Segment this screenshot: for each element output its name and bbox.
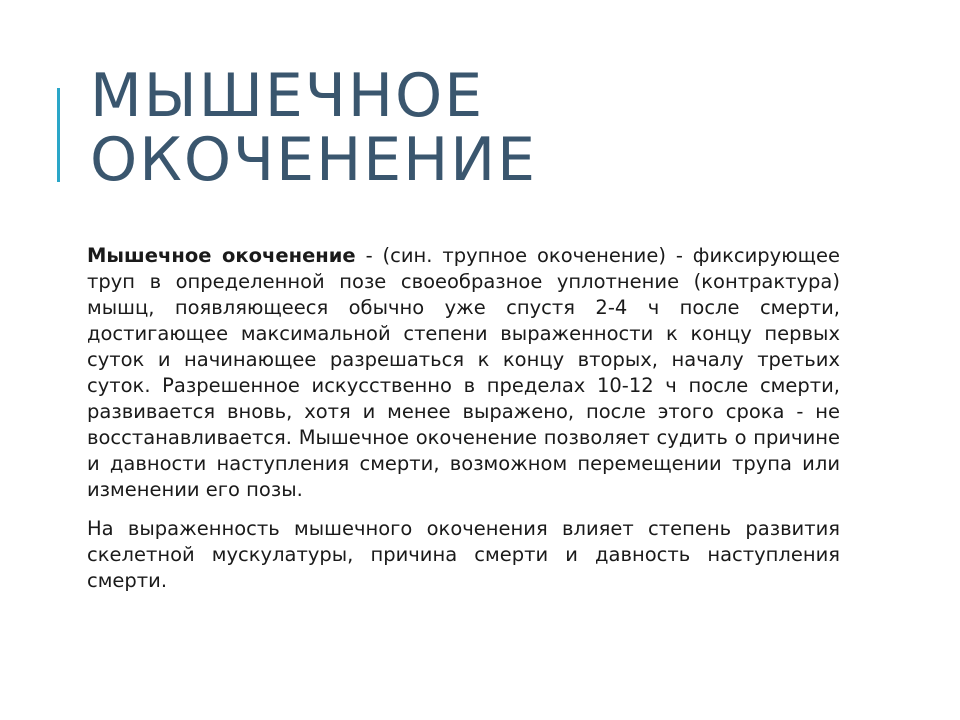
slide-title — [90, 61, 910, 195]
influence-paragraph: На выраженность мышечного окоченения влияет степень развития скелетной мускулатуры, причина смерти и давность наступления смерти. — [87, 517, 840, 592]
slide-body — [87, 243, 840, 594]
title-line-1: МЫШЕЧНОЕ — [90, 61, 485, 131]
title-line-2: ОКОЧЕНЕНИЕ — [90, 125, 538, 195]
definition-paragraph — [87, 243, 840, 503]
title-accent-bar — [57, 88, 60, 182]
definition-text: - (син. трупное окоченение) - фиксирующее труп в определенной позе своеобразное уплотнение (контрактура) мышц, появляющееся обычно уже спустя 2-4 ч после смерти, достигающее максимальной степени выраженности к концу первых суток и начинающее разрешаться к концу вторых, началу третьих суток. Разрешенное искусственно в пределах 10-12 ч после смерти, развивается вновь, хотя и менее выражено, после этого срока - не восстанавливается. Мышечное окоченение позволяет судить о причине и давности наступления смерти, возможном перемещении трупа или изменении его позы. — [87, 244, 841, 501]
definition-term: Мышечное окоченение — [87, 244, 356, 267]
